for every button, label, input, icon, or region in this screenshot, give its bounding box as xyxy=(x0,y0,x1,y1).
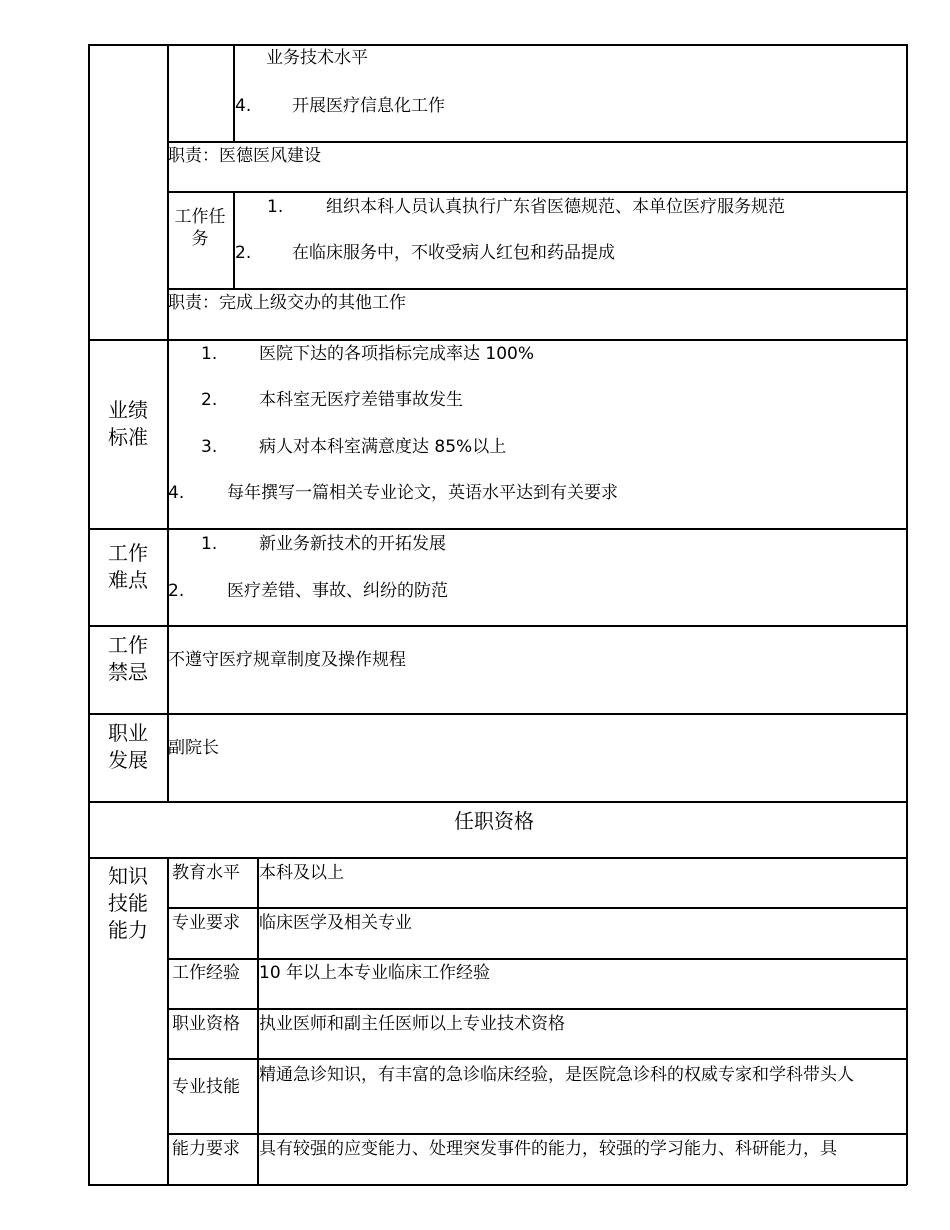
item-number: 1. xyxy=(201,534,218,554)
section-label: 工作难点 xyxy=(108,541,148,592)
row-divider xyxy=(167,288,907,290)
qualification-label: 专业技能 xyxy=(172,1077,240,1097)
table-border-right xyxy=(906,44,908,1185)
qualification-row-divider xyxy=(167,1133,907,1135)
item-number: 2. xyxy=(201,390,218,410)
task-column-divider-1 xyxy=(233,44,235,142)
item-number: 2. xyxy=(235,243,252,263)
qualification-value: 精通急诊知识，有丰富的急诊临床经验，是医院急诊科的权威专家和学科带头人 xyxy=(259,1065,854,1085)
section-label: 业绩标准 xyxy=(108,398,148,449)
list-item: 医疗差错、事故、纠纷的防范 xyxy=(227,581,448,601)
qualification-label: 职业资格 xyxy=(172,1014,240,1034)
item-number: 3. xyxy=(201,437,218,457)
qualification-value: 具有较强的应变能力、处理突发事件的能力，较强的学习能力、科研能力，具 xyxy=(259,1139,837,1159)
qualification-label: 专业要求 xyxy=(172,913,240,933)
list-item: 新业务新技术的开拓发展 xyxy=(259,534,446,554)
qualification-label: 能力要求 xyxy=(172,1139,240,1159)
table-border-left xyxy=(88,44,90,1185)
section-divider xyxy=(88,857,907,859)
section-divider xyxy=(88,625,907,627)
item-number: 1. xyxy=(201,344,218,364)
row-divider xyxy=(167,191,907,193)
list-item: 每年撰写一篇相关专业论文，英语水平达到有关要求 xyxy=(227,483,618,503)
section-divider xyxy=(88,339,907,341)
qualification-value: 10 年以上本专业临床工作经验 xyxy=(259,963,491,983)
task-item: 组织本科人员认真执行广东省医德规范、本单位医疗服务规范 xyxy=(326,197,785,217)
task-label: 工作任务 xyxy=(174,207,226,249)
table-border-top xyxy=(88,44,907,46)
qualification-row-divider xyxy=(167,1008,907,1010)
list-item: 医院下达的各项指标完成率达 100% xyxy=(259,344,535,364)
qualification-value: 执业医师和副主任医师以上专业技术资格 xyxy=(259,1014,565,1034)
task-item: 在临床服务中，不收受病人红包和药品提成 xyxy=(292,243,615,263)
item-number: 2. xyxy=(168,581,185,601)
qualification-value: 临床医学及相关专业 xyxy=(259,913,412,933)
section-label: 职业发展 xyxy=(108,721,148,772)
continued-text: 业务技术水平 xyxy=(266,48,368,68)
group-label: 知识技能能力 xyxy=(108,864,148,942)
item-number: 4. xyxy=(235,96,252,116)
row-divider xyxy=(167,141,907,143)
section-value: 副院长 xyxy=(168,738,219,758)
item-number: 1. xyxy=(267,197,284,217)
qualification-label: 工作经验 xyxy=(172,963,240,983)
section-divider xyxy=(88,528,907,530)
list-item: 本科室无医疗差错事故发生 xyxy=(259,390,463,410)
task-column-divider-2 xyxy=(233,191,235,289)
list-item: 病人对本科室满意度达 85%以上 xyxy=(259,437,507,457)
section-divider xyxy=(88,713,907,715)
table-border-bottom xyxy=(88,1184,907,1186)
duty-label: 职责：完成上级交办的其他工作 xyxy=(168,293,406,313)
qualification-row-divider xyxy=(167,907,907,909)
qualification-label: 教育水平 xyxy=(172,863,240,883)
qualification-value: 本科及以上 xyxy=(259,863,344,883)
duty-label: 职责：医德医风建设 xyxy=(168,146,321,166)
qualification-title: 任职资格 xyxy=(454,809,534,833)
qualification-row-divider xyxy=(167,958,907,960)
task-item: 开展医疗信息化工作 xyxy=(292,96,445,116)
section-value: 不遵守医疗规章制度及操作规程 xyxy=(168,650,406,670)
section-label: 工作禁忌 xyxy=(108,633,148,684)
item-number: 4. xyxy=(168,483,185,503)
section-divider xyxy=(88,801,907,803)
qualification-row-divider xyxy=(167,1058,907,1060)
